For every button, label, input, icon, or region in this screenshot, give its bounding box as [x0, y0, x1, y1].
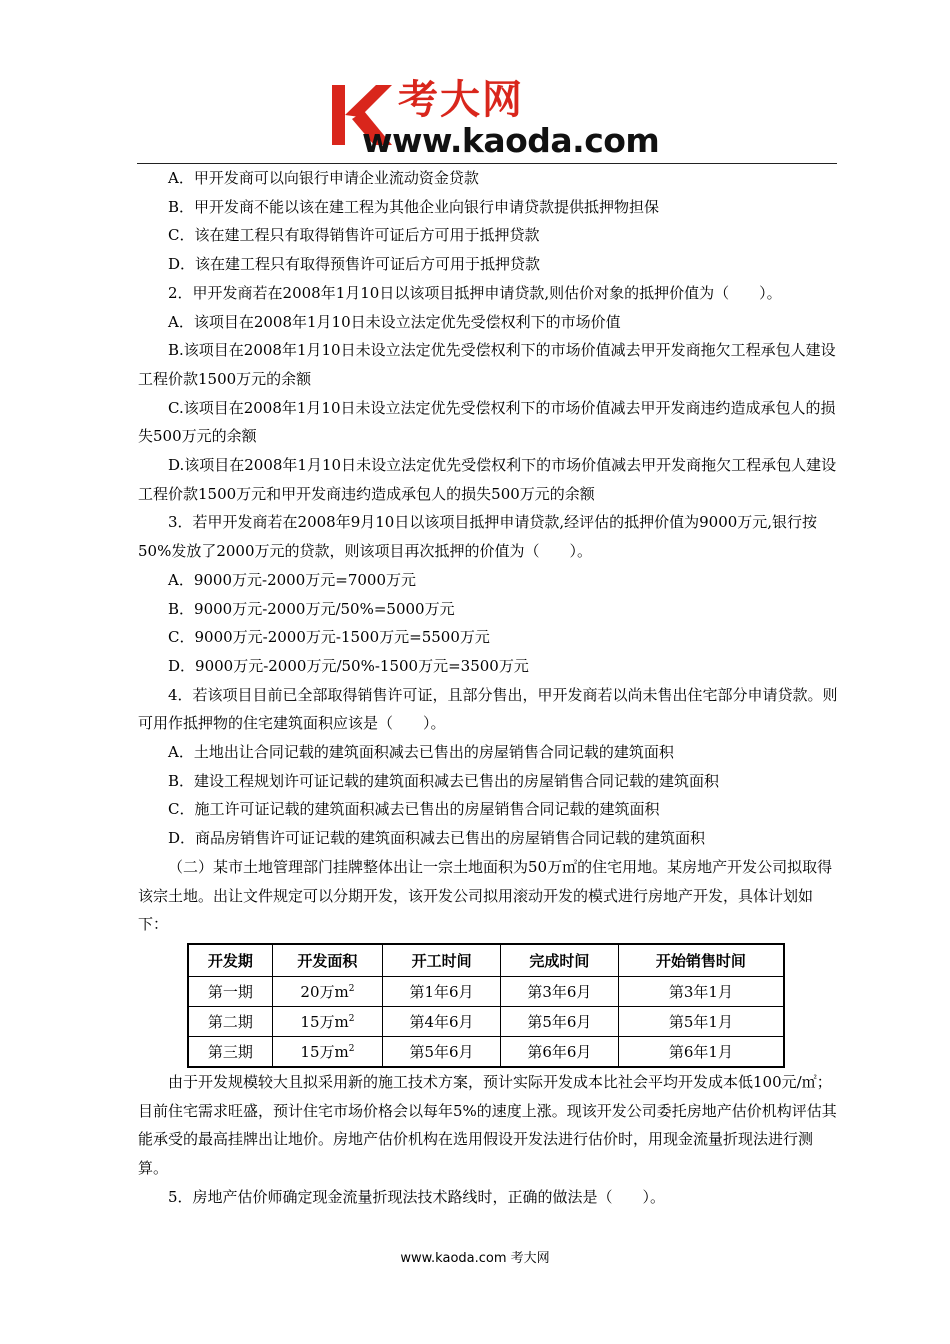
- table-cell: 15万$m^2$: [272, 1007, 382, 1037]
- q3-option-d: D．9000万元-2000万元/50%-1500万元=3500万元: [168, 656, 529, 675]
- table-header-row: [188, 944, 784, 977]
- q2-stem: 2．甲开发商若在2008年1月10日以该项目抵押申请贷款,则估价对象的抵押价值为（ ）。: [168, 283, 782, 302]
- table-cell: 第6年1月: [618, 1037, 784, 1068]
- table-cell: 20万$m^2$: [272, 977, 382, 1007]
- table-cell: 15万$m^2$: [272, 1037, 382, 1068]
- table-cell: 第二期: [188, 1007, 272, 1037]
- table-cell: 第1年6月: [383, 977, 501, 1007]
- table-cell: 第3年6月: [500, 977, 618, 1007]
- q2-option-b: B.该项目在2008年1月10日未设立法定优先受偿权利下的市场价值减去甲开发商拖欠工程承包人建设工程价款1500万元的余额: [138, 341, 836, 388]
- q4-option-b: B．建设工程规划许可证记载的建筑面积减去已售出的房屋销售合同记载的建筑面积: [168, 771, 720, 790]
- q4-option-c: C．施工许可证记载的建筑面积减去已售出的房屋销售合同记载的建筑面积: [168, 800, 660, 819]
- case2-continuation: [138, 1068, 838, 1212]
- q1-option-a: A．甲开发商可以向银行申请企业流动资金贷款: [168, 169, 479, 187]
- case2-intro: （二）某市土地管理部门挂牌整体出让一宗土地面积为50万㎡的住宅用地。某房地产开发公司拟取得该宗土地。出让文件规定可以分期开发，该开发公司拟用滚动开发的模式进行房地产开发，具体计划如下：: [138, 857, 833, 934]
- logo-url-text: www.kaoda.com: [362, 121, 660, 160]
- q2-option-a: A．该项目在2008年1月10日未设立法定优先受偿权利下的市场价值: [168, 312, 621, 331]
- table-header: 开始销售时间: [618, 944, 784, 977]
- logo-chinese-text: 考大网: [398, 77, 524, 123]
- table-cell: 第4年6月: [383, 1007, 501, 1037]
- table-row: [188, 1037, 784, 1068]
- q3-option-b: B．9000万元-2000万元/50%=5000万元: [168, 599, 455, 618]
- table-cell: 第一期: [188, 977, 272, 1007]
- q2-option-d: D.该项目在2008年1月10日未设立法定优先受偿权利下的市场价值减去甲开发商拖欠工程承包人建设工程价款1500万元和甲开发商违约造成承包人的损失500万元的余额: [138, 456, 837, 503]
- case2-body: 由于开发规模较大且拟采用新的施工技术方案，预计实际开发成本比社会平均开发成本低100元/㎡；目前住宅需求旺盛，预计住宅市场价格会以每年5%的速度上涨。现该开发公司委托房地产估价机构评估其能承受的最高挂牌出让地价。房地产估价机构在选用假设开发法进行估价时，用现金流量折现法进行测算。: [138, 1073, 837, 1178]
- table-cell: 第三期: [188, 1037, 272, 1068]
- table-cell: 第3年1月: [618, 977, 784, 1007]
- q3-option-c: C．9000万元-2000万元-1500万元=5500万元: [168, 628, 490, 647]
- q1-option-d: D．该在建工程只有取得预售许可证后方可用于抵押贷款: [168, 255, 541, 274]
- q4-option-d: D．商品房销售许可证记载的建筑面积减去已售出的房屋销售合同记载的建筑面积: [168, 829, 706, 848]
- q1-option-b: B．甲开发商不能以该在建工程为其他企业向银行申请贷款提供抵押物担保: [168, 197, 660, 216]
- table-header: 完成时间: [500, 944, 618, 977]
- table-header: 开工时间: [383, 944, 501, 977]
- q3-stem: 3．若甲开发商若在2008年9月10日以该项目抵押申请贷款,经评估的抵押价值为9000万元,银行按50%发放了2000万元的贷款，则该项目再次抵押的价值为（ ）。: [138, 513, 818, 561]
- table-row: [188, 1007, 784, 1037]
- table-header: 开发面积: [272, 944, 382, 977]
- q5-stem: 5．房地产估价师确定现金流量折现法技术路线时，正确的做法是（ ）。: [168, 1187, 666, 1206]
- table-row: [188, 977, 784, 1007]
- q4-stem: 4．若该项目目前已全部取得销售许可证，且部分售出，甲开发商若以尚未售出住宅部分申请贷款。则可用作抵押物的住宅建筑面积应该是（ ）。: [138, 685, 838, 733]
- page-footer: www.kaoda.com 考大网: [400, 1251, 550, 1266]
- q1-option-c: C．该在建工程只有取得销售许可证后方可用于抵押贷款: [168, 226, 540, 245]
- development-plan-table: [187, 943, 785, 1068]
- q4-option-a: A．土地出让合同记载的建筑面积减去已售出的房屋销售合同记载的建筑面积: [168, 743, 674, 762]
- q2-option-c: C.该项目在2008年1月10日未设立法定优先受偿权利下的市场价值减去甲开发商违约造成承包人的损失500万元的余额: [138, 398, 836, 446]
- q3-option-a: A．9000万元-2000万元=7000万元: [168, 570, 416, 589]
- table-cell: 第5年6月: [500, 1007, 618, 1037]
- page-header: [0, 0, 950, 166]
- question-body: [138, 164, 838, 939]
- table-cell: 第6年6月: [500, 1037, 618, 1068]
- table-cell: 第5年6月: [383, 1037, 501, 1068]
- table-cell: 第5年1月: [618, 1007, 784, 1037]
- table-header: 开发期: [188, 944, 272, 977]
